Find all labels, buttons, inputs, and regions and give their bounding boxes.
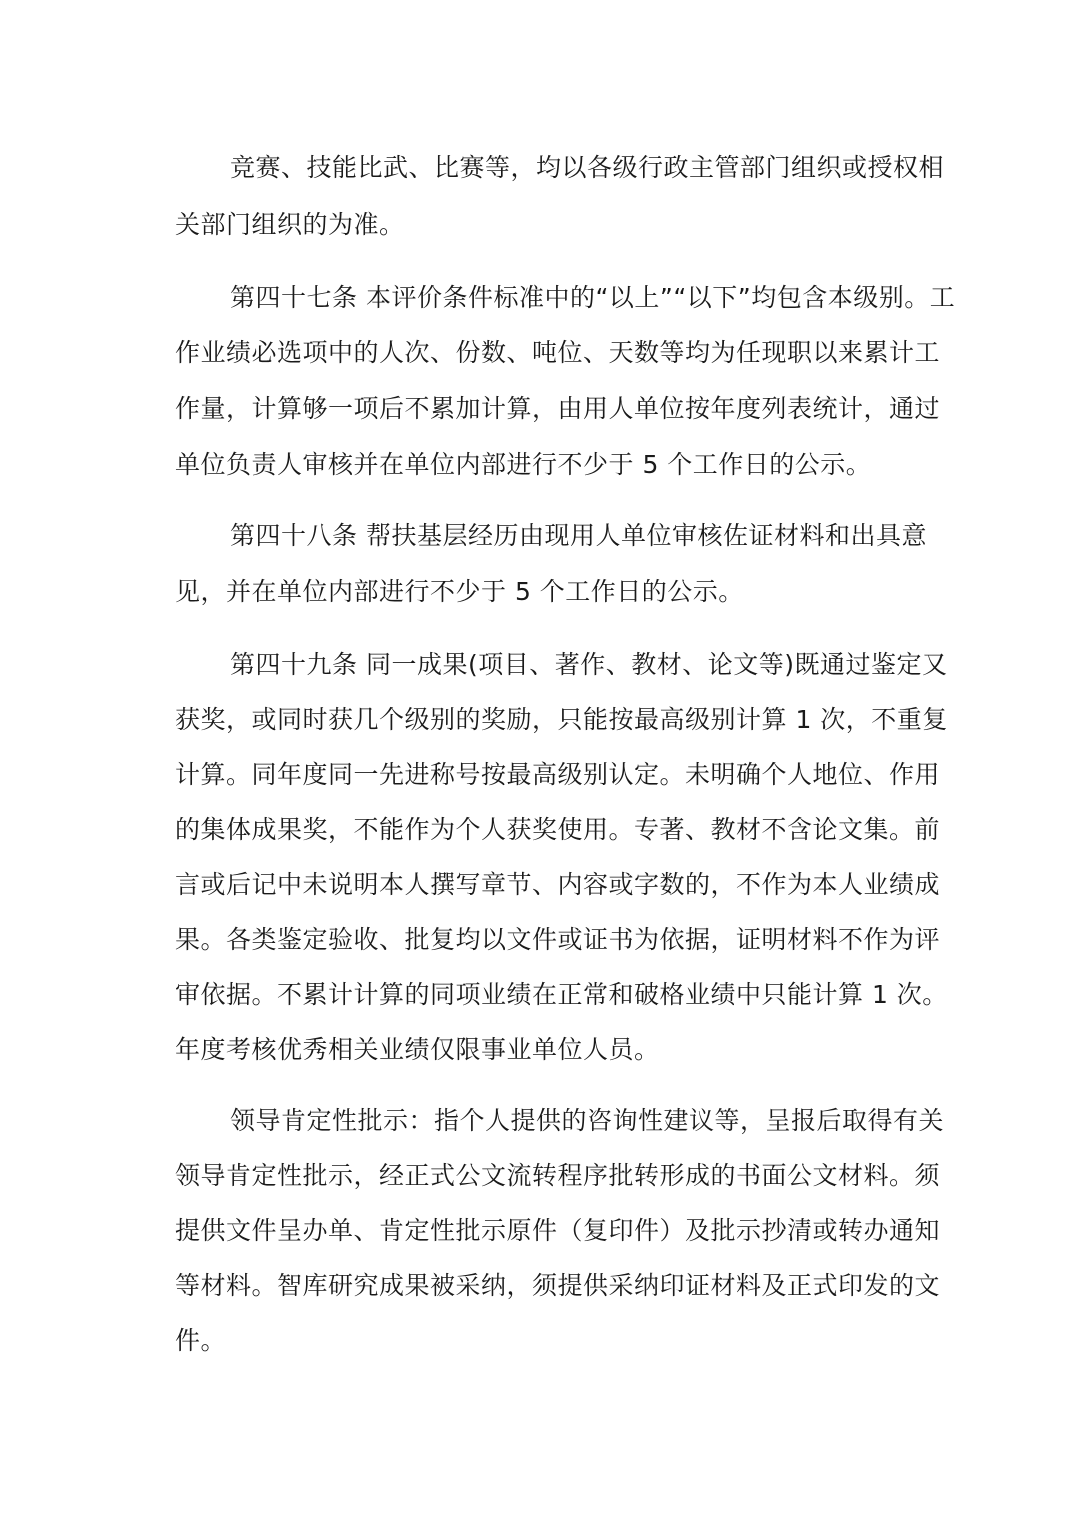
- text-line: 等材料。智库研究成果被采纳，须提供采纳印证材料及正式印发的文: [175, 1271, 941, 1300]
- text-line: 获奖，或同时获几个级别的奖励，只能按最高级别计算 1 次，不重复: [175, 705, 948, 734]
- text-line: 见，并在单位内部进行不少于 5 个工作日的公示。: [175, 577, 744, 606]
- text-line: 关部门组织的为准。: [175, 210, 405, 239]
- text-line: 件。: [175, 1326, 227, 1355]
- text-line: 审依据。不累计计算的同项业绩在正常和破格业绩中只能计算 1 次。: [175, 980, 948, 1009]
- text-line: 第四十九条 同一成果(项目、著作、教材、论文等)既通过鉴定又: [230, 650, 948, 679]
- text-line: 言或后记中未说明本人撰写章节、内容或字数的，不作为本人业绩成: [175, 870, 941, 899]
- text-line: 计算。同年度同一先进称号按最高级别认定。未明确个人地位、作用: [175, 760, 941, 789]
- text-line: 的集体成果奖，不能作为个人获奖使用。专著、教材不含论文集。前: [175, 815, 941, 844]
- text-line: 竞赛、技能比武、比赛等，均以各级行政主管部门组织或授权相: [230, 153, 945, 182]
- text-line: 第四十八条 帮扶基层经历由现用人单位审核佐证材料和出具意: [230, 521, 927, 550]
- text-line: 第四十七条 本评价条件标准中的“以上”“以下”均包含本级别。工: [230, 283, 956, 312]
- text-line: 作量，计算够一项后不累加计算，由用人单位按年度列表统计，通过: [175, 394, 941, 423]
- text-line: 单位负责人审核并在单位内部进行不少于 5 个工作日的公示。: [175, 450, 872, 479]
- text-line: 果。各类鉴定验收、批复均以文件或证书为依据，证明材料不作为评: [175, 925, 941, 954]
- text-line: 年度考核优秀相关业绩仅限事业单位人员。: [175, 1035, 660, 1064]
- text-line: 作业绩必选项中的人次、份数、吨位、天数等均为任现职以来累计工: [175, 338, 941, 367]
- text-line: 领导肯定性批示，经正式公文流转程序批转形成的书面公文材料。须: [175, 1161, 941, 1190]
- text-line: 领导肯定性批示：指个人提供的咨询性建议等，呈报后取得有关: [230, 1106, 945, 1135]
- text-line: 提供文件呈办单、肯定性批示原件（复印件）及批示抄清或转办通知: [175, 1216, 941, 1245]
